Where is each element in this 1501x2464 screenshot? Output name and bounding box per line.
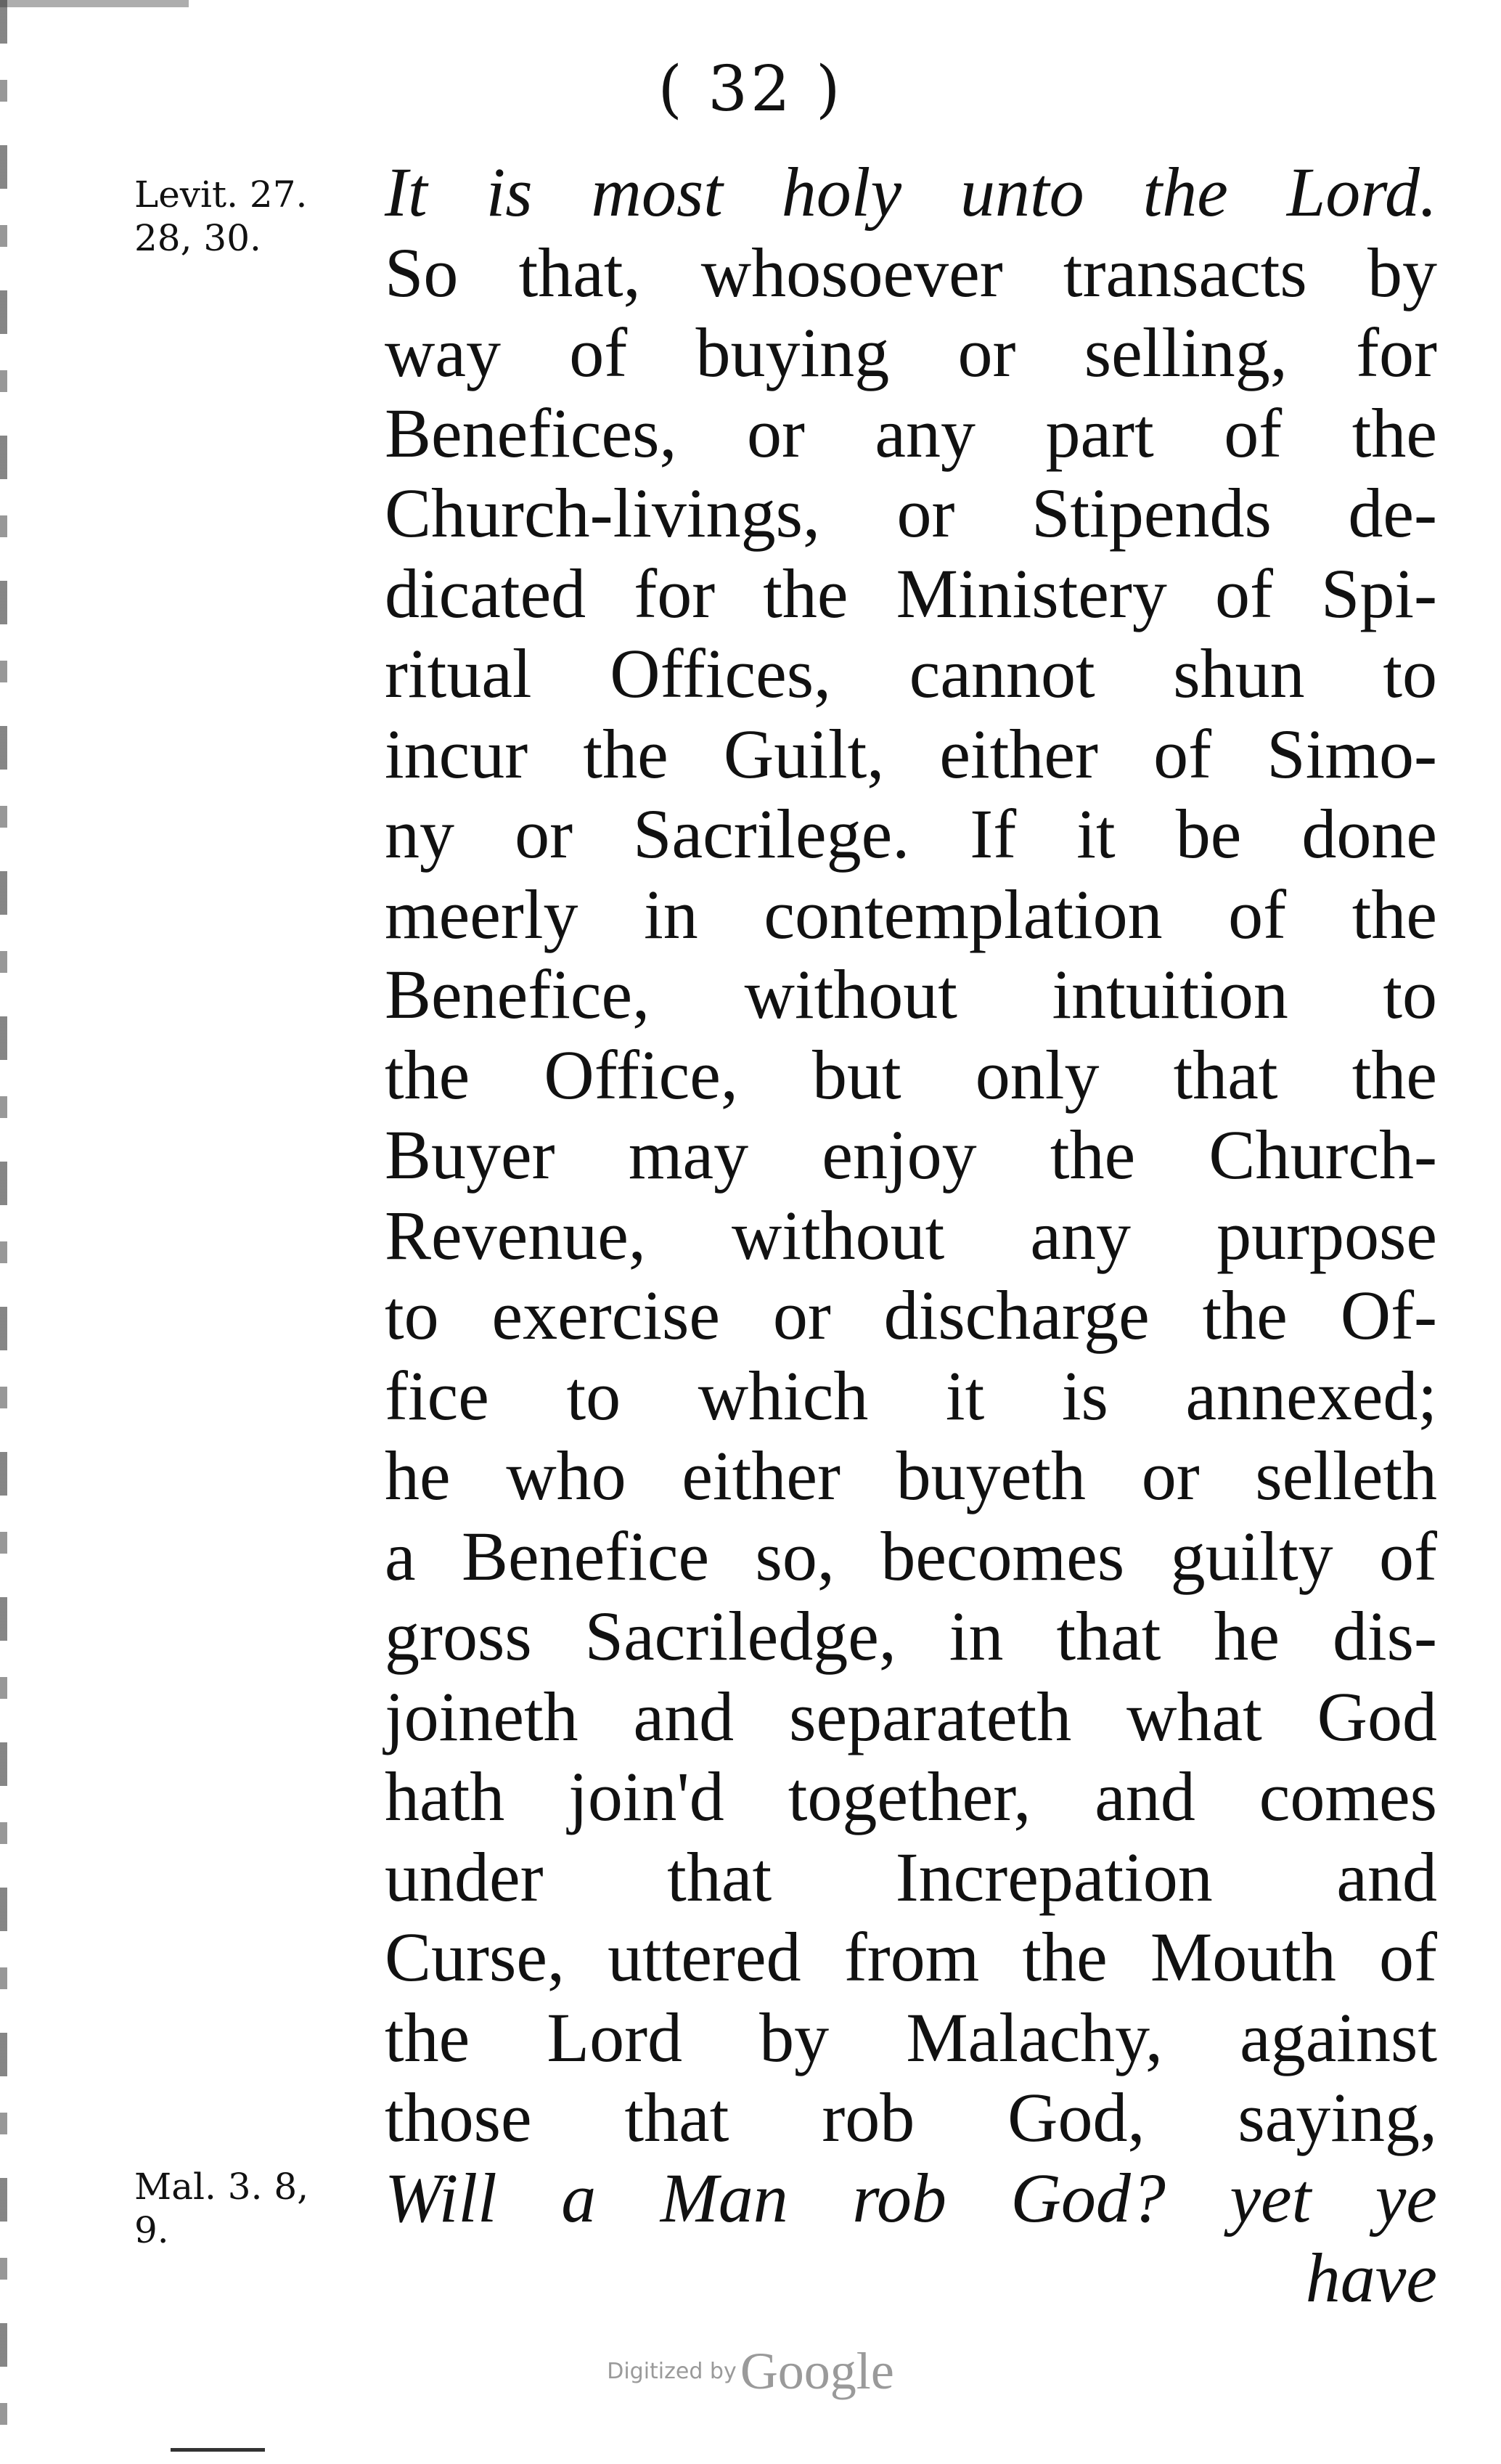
text-line: gross Sacriledge, in that he dis-: [385, 1597, 1437, 1675]
text-line: the Office, but only that the: [385, 1035, 1437, 1114]
text-line: those that rob God, saying,: [385, 2079, 1437, 2156]
text-line: hath join'd together, and comes: [385, 1758, 1437, 1835]
margin-note-line: 28, 30.: [134, 217, 261, 259]
bottom-rule: [171, 2448, 265, 2452]
text-line: Benefices, or any part of the: [385, 393, 1437, 472]
text-line: Curse, uttered from the Mouth of: [385, 1918, 1437, 1996]
text-line: So that, whosoever transacts by: [385, 233, 1437, 311]
text-line: ny or Sacrilege. If it be done: [385, 795, 1437, 873]
margin-note-line: Mal. 3. 8,: [134, 2166, 309, 2208]
catchword: have: [1305, 2239, 1437, 2317]
text-line: It is most holy unto the Lord.: [385, 153, 1437, 231]
text-line: to exercise or discharge the Of-: [385, 1276, 1437, 1354]
text-line: fice to which it is annexed;: [385, 1356, 1437, 1435]
page-binding-edge: [0, 0, 7, 2464]
text-line: he who either buyeth or selleth: [385, 1437, 1437, 1514]
text-line: way of buying or selling, for: [385, 314, 1437, 391]
text-line: joineth and separateth what God: [385, 1677, 1437, 1755]
digitization-credit: [0, 2341, 1501, 2402]
text-line: Buyer may enjoy the Church-: [385, 1116, 1437, 1194]
text-line: dicated for the Ministery of Spi-: [385, 554, 1437, 632]
text-line: the Lord by Malachy, against: [385, 1998, 1437, 2076]
text-line: under that Increpation and: [385, 1837, 1437, 1916]
text-line: Revenue, without any purpose: [385, 1196, 1437, 1274]
credit-prefix: Digitized by: [607, 2359, 737, 2384]
page-top-edge: [0, 0, 189, 7]
text-line: Church-livings, or Stipends de-: [385, 474, 1437, 552]
text-line: ritual Offices, cannot shun to: [385, 635, 1437, 712]
margin-note-mal: [134, 2165, 308, 2252]
body-text: [385, 152, 1437, 2319]
text-line: Benefice, without intuition to: [385, 955, 1437, 1033]
text-line: a Benefice so, becomes guilty of: [385, 1517, 1437, 1595]
margin-note-line: Levit. 27.: [134, 174, 308, 216]
margin-note-line: 9.: [134, 2209, 169, 2251]
page-number: ( 32 ): [658, 53, 843, 126]
text-line: meerly in contemplation of the: [385, 875, 1437, 953]
text-line: Will a Man rob God? yet ye: [385, 2158, 1437, 2237]
margin-note-levit: [134, 173, 307, 260]
google-wordmark: Google: [740, 2342, 894, 2400]
text-line: incur the Guilt, either of Simo-: [385, 714, 1437, 793]
